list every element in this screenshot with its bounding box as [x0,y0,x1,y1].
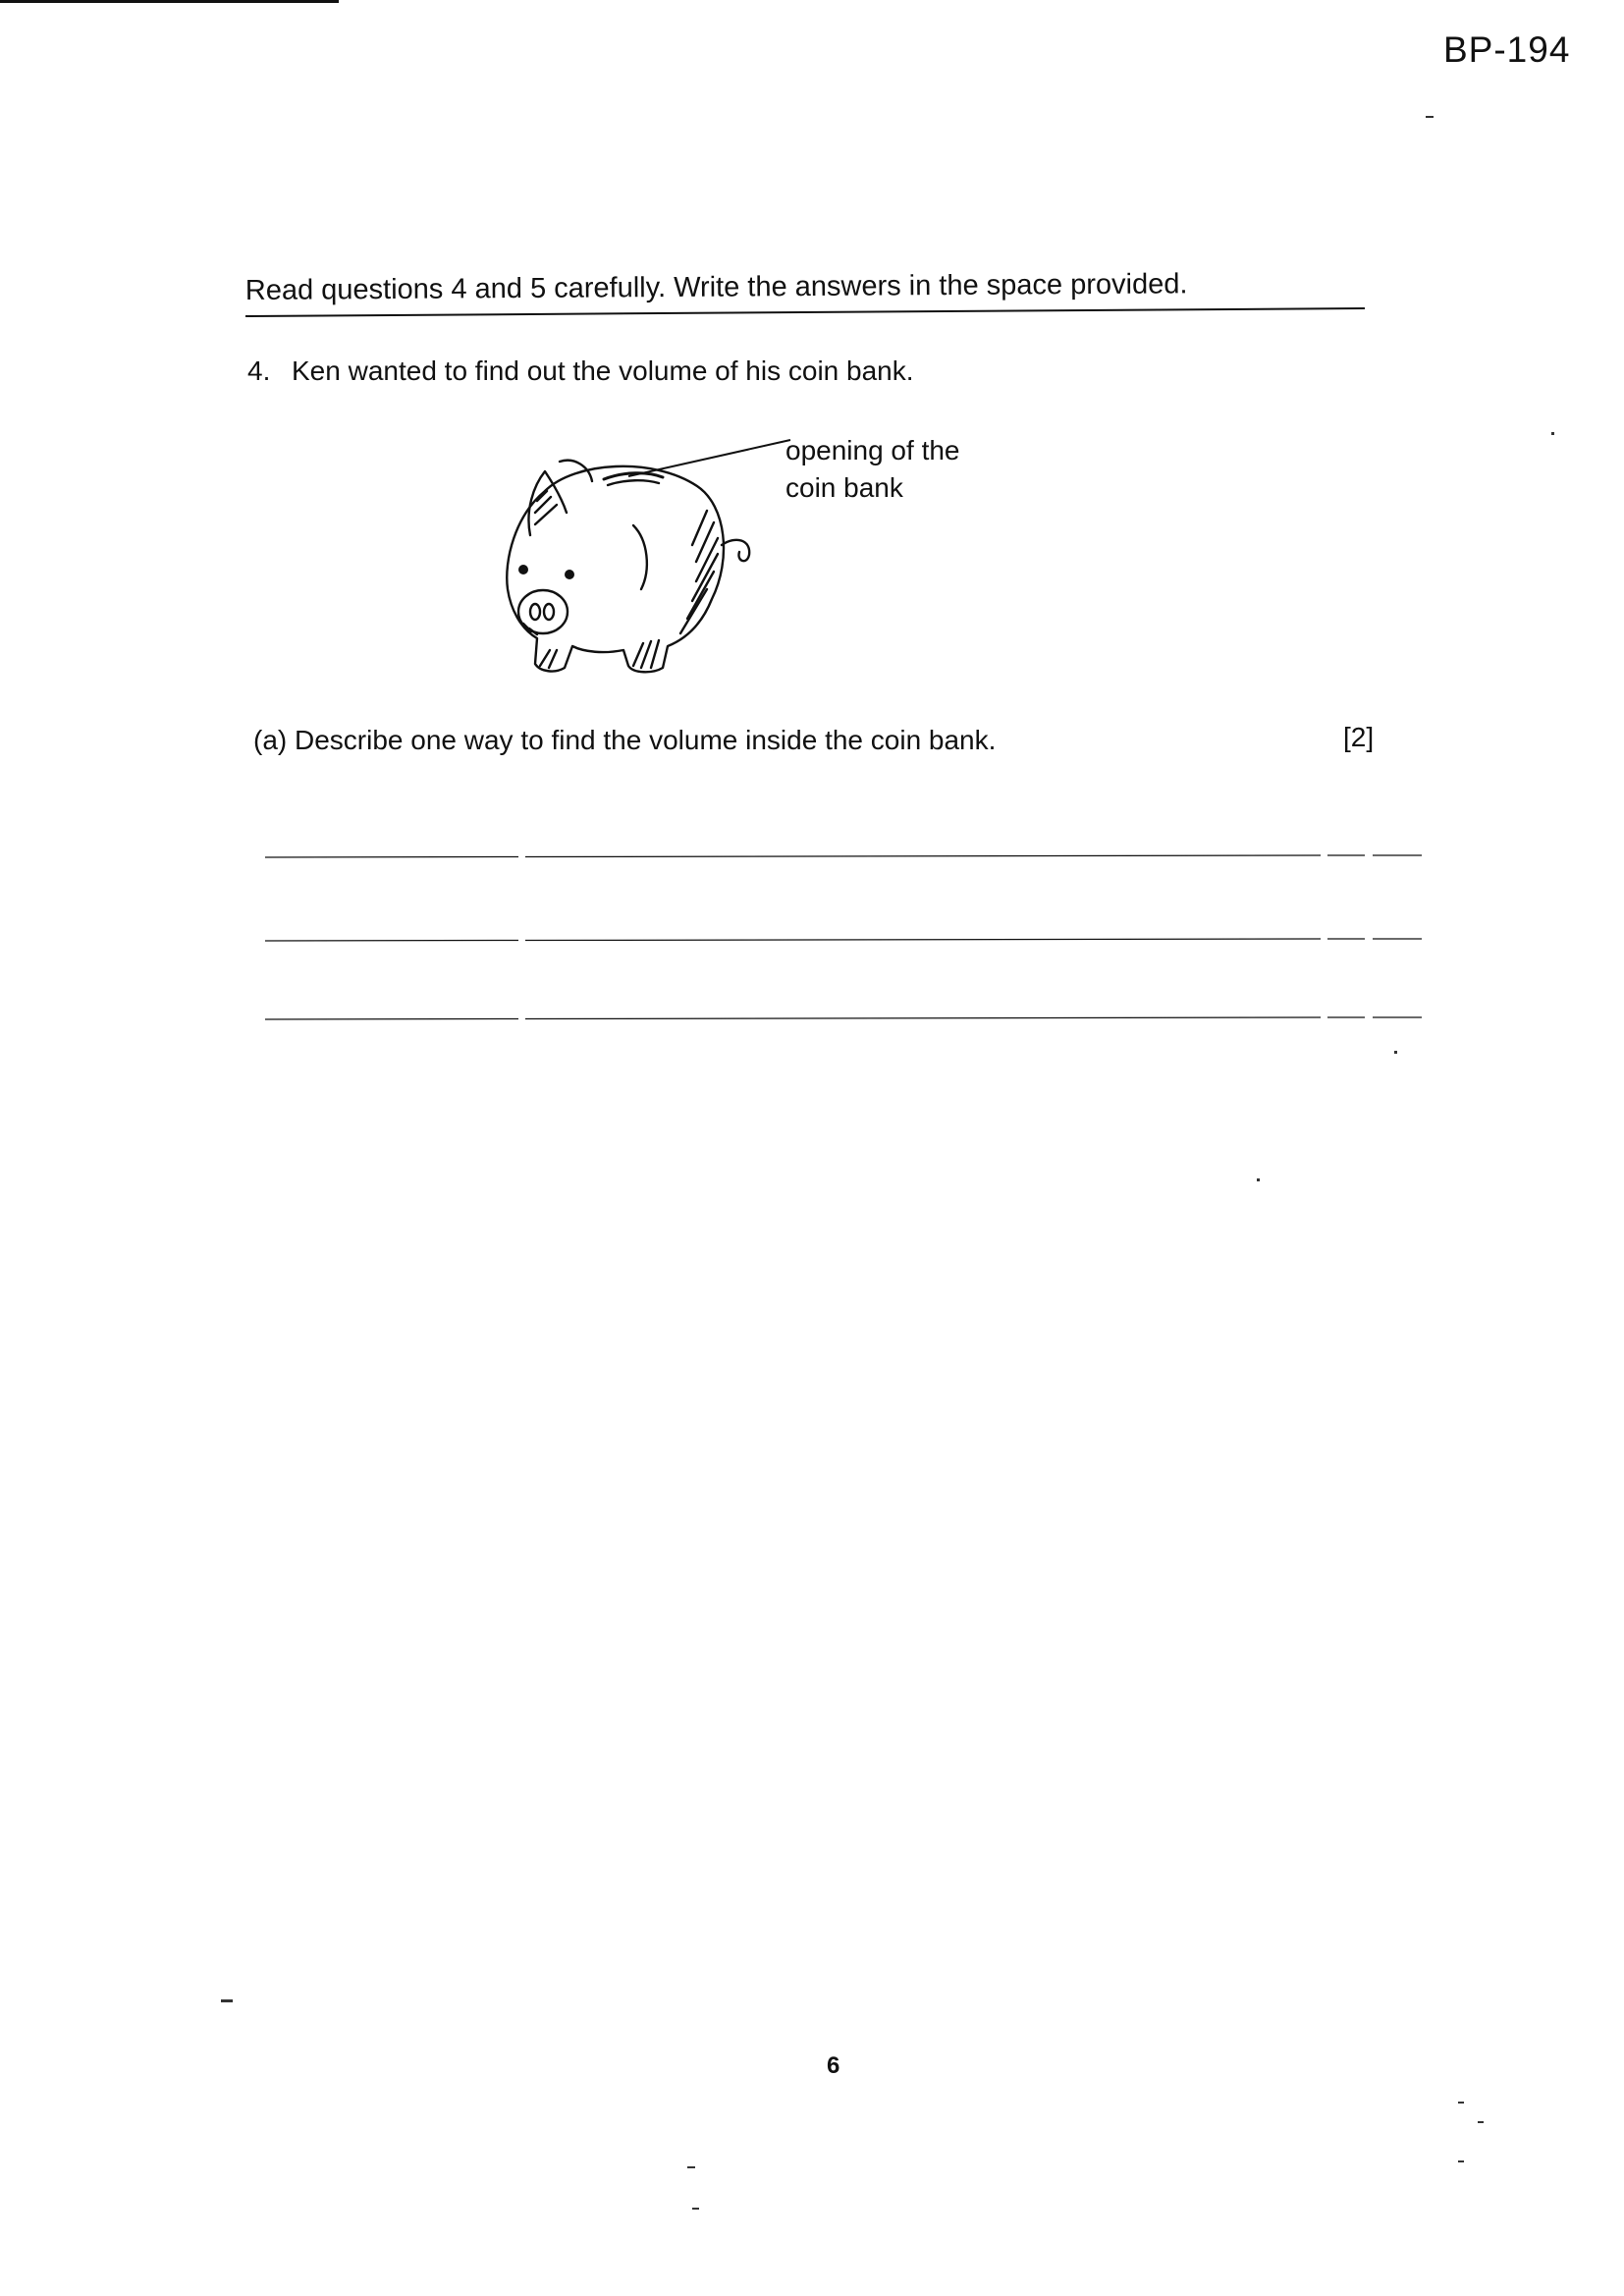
figure-label-line-1: opening of the [785,435,960,465]
scan-speck [1551,432,1554,435]
scan-speck [692,2208,699,2210]
scan-speck [1478,2121,1484,2123]
top-edge-mark [0,0,339,3]
marks-allocation: [2] [1343,722,1375,752]
figure-label [785,432,960,507]
scan-speck [1426,116,1434,118]
scan-speck [1257,1178,1260,1181]
question-text: Ken wanted to find out the volume of his coin bank. [292,355,914,386]
section-instruction: Read questions 4 and 5 carefully. Write the answers in the space provided. [245,267,1365,317]
callout-pointer [628,422,795,481]
question-4 [247,355,914,387]
page-number: 6 [827,2052,840,2079]
figure-label-line-2: coin bank [785,472,903,503]
page-code: BP-194 [1443,29,1571,70]
scan-speck [1394,1051,1397,1054]
answer-line-2[interactable] [265,938,1424,942]
scan-speck [1458,2102,1464,2104]
question-part-a: (a) Describe one way to find the volume inside the coin bank. [253,725,997,755]
answer-line-3[interactable] [265,1016,1424,1020]
scan-speck [687,2166,695,2168]
question-number: 4. [247,355,271,386]
answer-line-1[interactable] [265,854,1424,858]
scan-speck [221,1999,233,2002]
scan-speck [1458,2160,1464,2162]
